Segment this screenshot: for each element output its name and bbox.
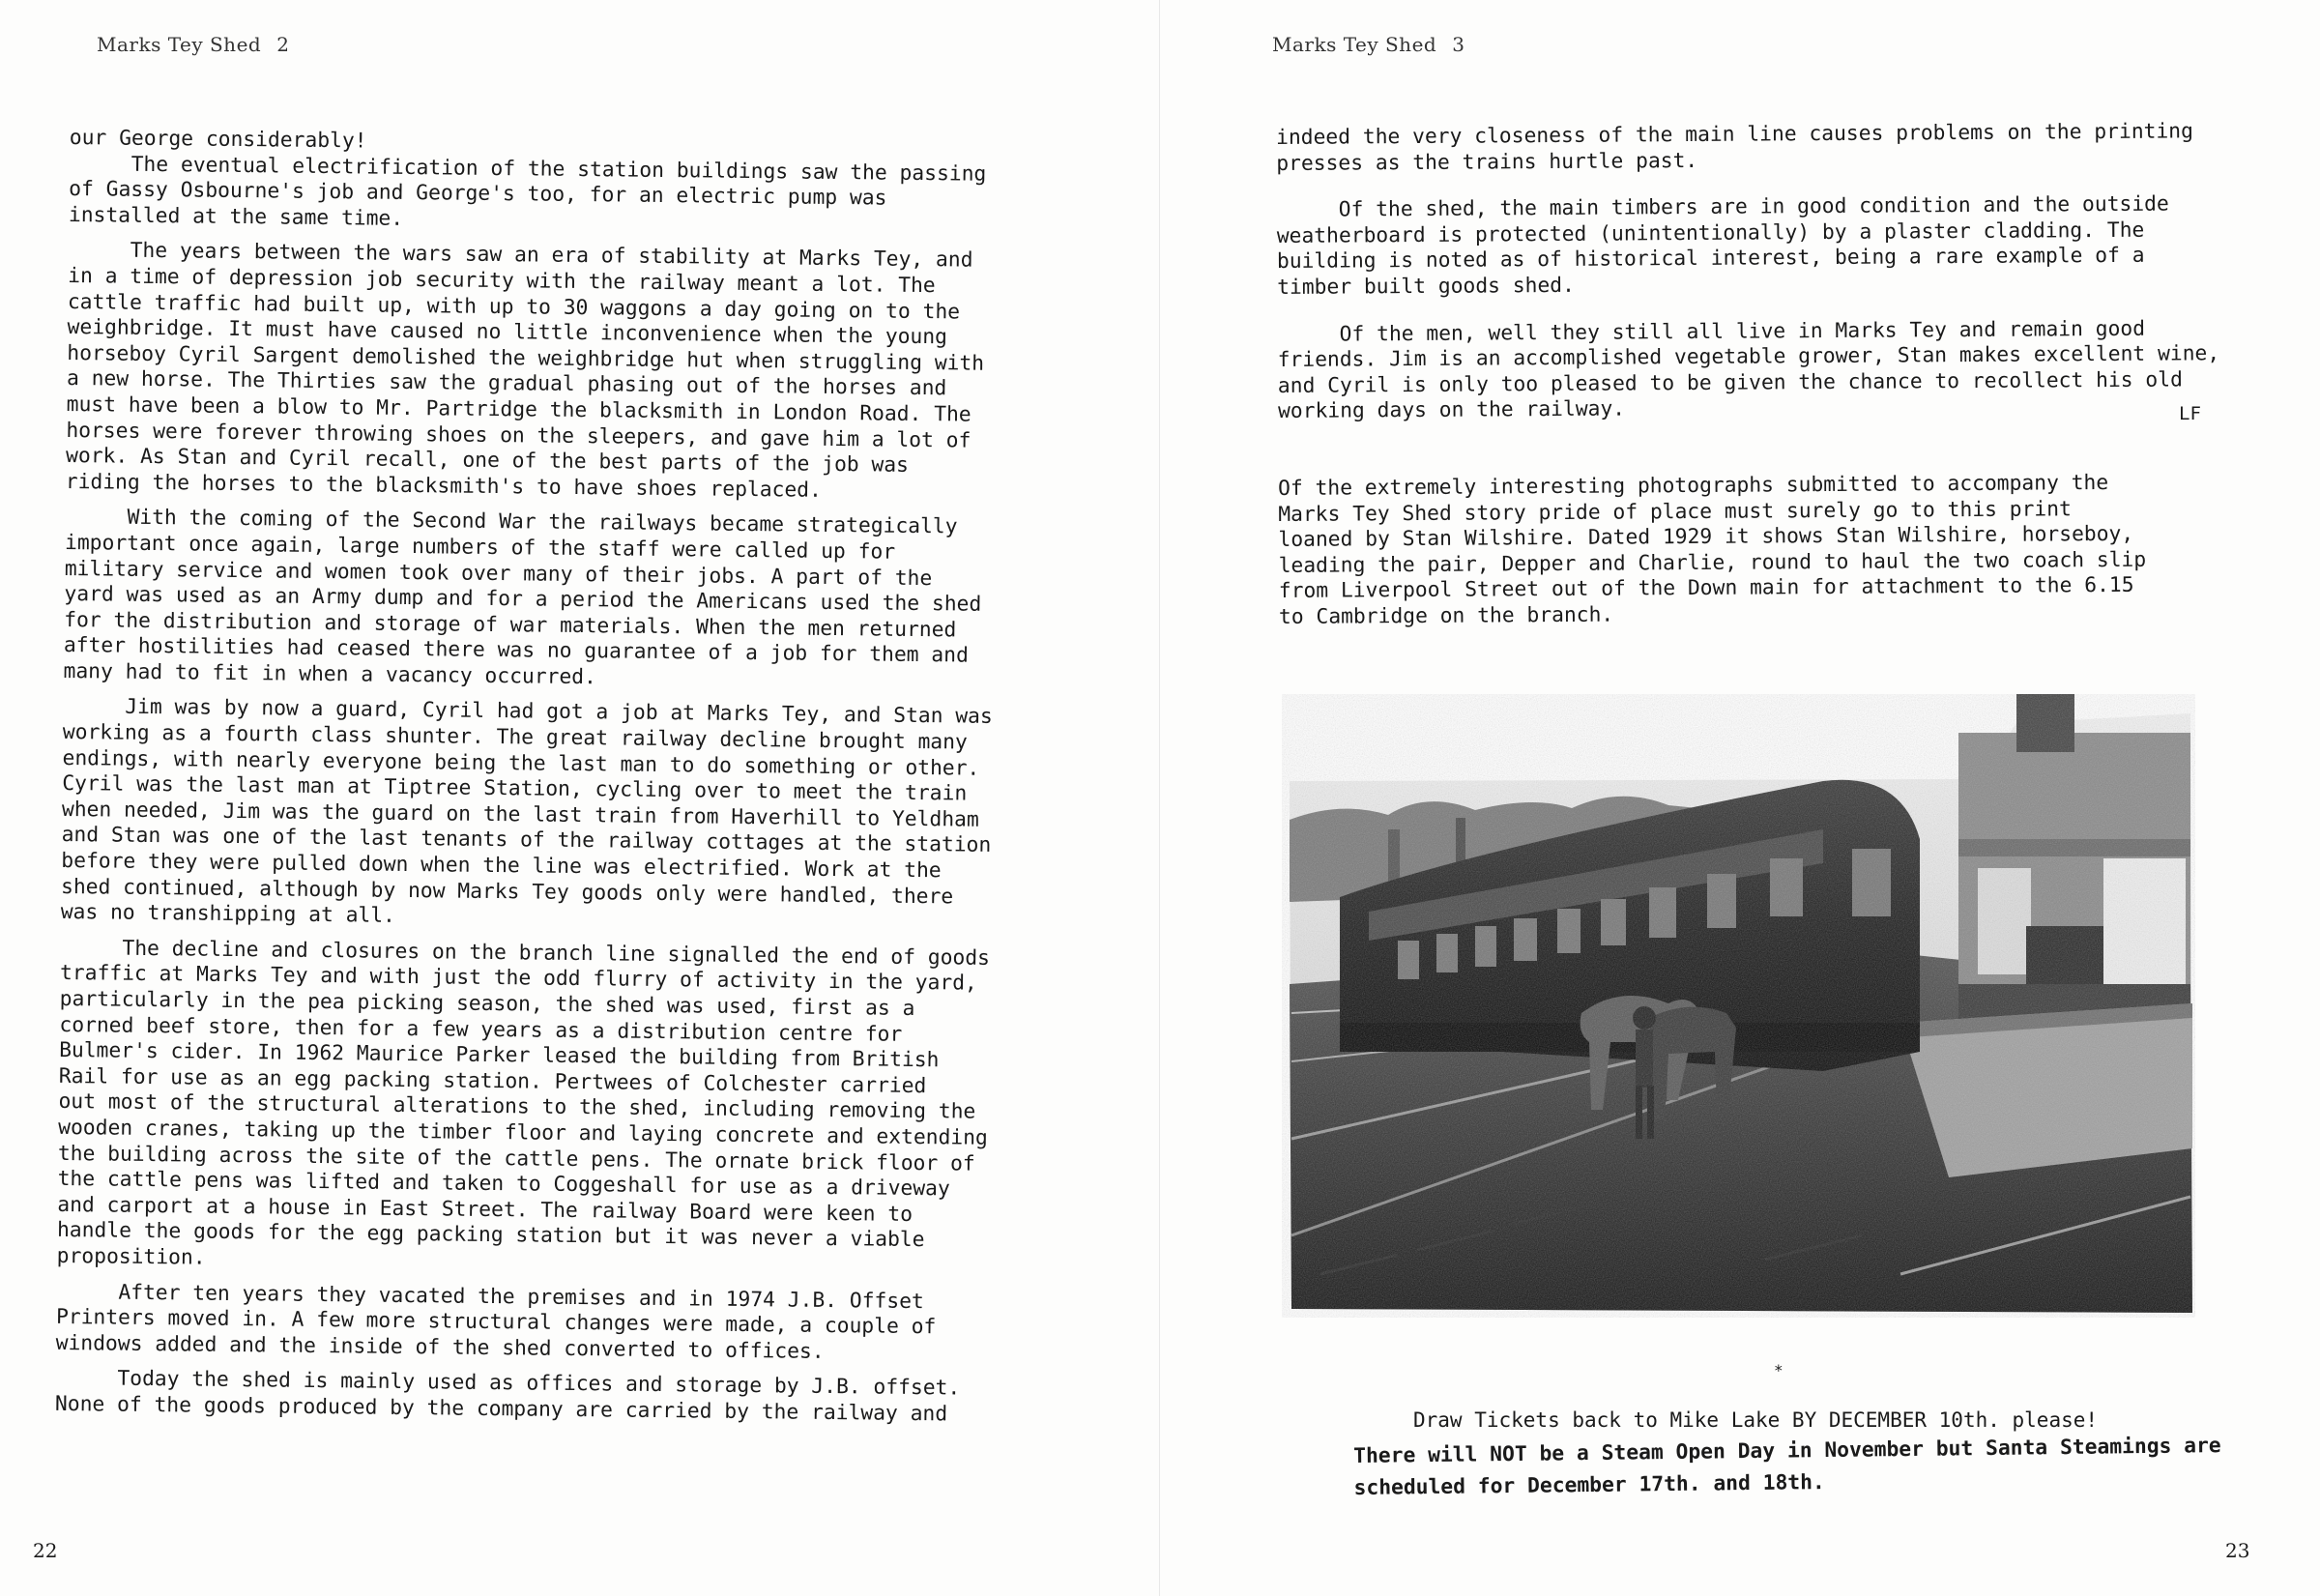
draw-tickets-notice: Draw Tickets back to Mike Lake BY DECEMBER 10th. please! — [1413, 1408, 2099, 1432]
steam-open-day-notice: There will NOT be a Steam Open Day in November but Santa Steamings are scheduled for December 17th. and 18th. — [1353, 1434, 2221, 1500]
paragraph: The decline and closures on the branch line signalled the end of goods traffic at Marks Tey and with just the odd flurry of activity in the yard, particularly in the pea picking season, the shed was used, first as a corned beef store, then for a few years as a distribution centre for Bulmer's cider. In 1962 Maurice Parker leased the building from British Rail for use as an egg packing station. Pertwees of Colchester carried out most of the structural alterations to the shed, including removing the wooden cranes, taking up the timber floor and laying concrete and extending the building across the site of the cattle pens. The ornate brick floor of the cattle pens was lifted and taken to Coggeshall for use as a driveway and carport at a house in East Street. The railway Board were keen to handle the goods for the egg packing station but it was never a viable proposition. — [56, 935, 991, 1270]
running-head-number: 2 — [276, 33, 290, 56]
running-head-number: 3 — [1452, 33, 1465, 56]
train-photograph — [1282, 694, 2195, 1318]
article-body — [1276, 119, 2245, 425]
paragraph: Of the men, well they still all live in Marks Tey and remain good friends. Jim is an accomplished vegetable grower, Stan makes excellent wine, and Cyril is only too pleased to be given the chance to recollect his old working days on the railway. — [1277, 316, 2220, 424]
paragraph: Today the shed is mainly used as offices and storage by J.B. offset. None of the goods produced by the company are carried by the railway and — [54, 1366, 961, 1427]
article-body — [55, 126, 1036, 1429]
separator-asterisk: * — [1774, 1361, 1784, 1379]
running-head — [97, 33, 289, 56]
page-number: 22 — [33, 1539, 58, 1562]
paragraph: Jim was by now a guard, Cyril had got a job at Marks Tey, and Stan was working as a fourth class shunter. The great railway decline brought many endings, with nearly everyone being the last man to do something or other. Cyril was the last man at Tiptree Station, cycling over to meet the train when needed, Jim was the guard on the last train from Haverhill to Yeldham and Stan was one of the last tenants of the railway cottages at the station before they were pulled down when the line was electrified. Work at the shed continued, although by now Marks Tey goods only were handled, there was no transhipping at all. — [60, 694, 993, 929]
running-head-title: Marks Tey Shed — [97, 33, 262, 56]
running-head — [1272, 33, 1464, 56]
paragraph: After ten years they vacated the premises and in 1974 J.B. Offset Printers moved in. A few more structural changes were made, a couple of windows added and the inside of the shed converted to offices. — [55, 1279, 937, 1364]
photo-caption — [1278, 470, 2246, 631]
right-page — [1160, 0, 2320, 1596]
paragraph: indeed the very closeness of the main line causes problems on the printing presses as the trains hurtle past. — [1276, 119, 2193, 176]
paragraph: The years between the wars saw an era of stability at Marks Tey, and in a time of depression job security with the railway meant a lot. The cattle traffic had built up, with up to 30 waggons a day going on to the weighbridge. It must have caused no little inconvenience when the young horseboy Cyril Sargent demolished the weighbridge hut when struggling with a new horse. The Thirties saw the gradual phasing out of the horses and must have been a blow to Mr. Partridge the blacksmith in London Road. The horses were forever throwing shoes on the sleepers, and gave him a lot of work. As Stan and Cyril recall, one of the best parts of the job was riding the horses to the blacksmith's to have shoes replaced. — [65, 238, 985, 503]
train-photograph-image — [1282, 694, 2195, 1318]
running-head-title: Marks Tey Shed — [1272, 33, 1437, 56]
paragraph: With the coming of the Second War the railways became strategically important once again, large numbers of the staff were called up for military service and women took over many of their jobs. A part of the yard was used as an Army dump and for a period the Americans used the shed for the distribution and storage of war materials. When the men returned after hostilities had ceased there was no guarantee of a job for them and many had to fit in when a vacancy occurred. — [63, 505, 982, 690]
paragraph: Of the shed, the main timbers are in good condition and the outside weatherboard is protected (unintentionally) by a plaster cladding. The building is noted as of historical interest, being a rare example of a timber built goods shed. — [1276, 191, 2169, 300]
author-initials: LF — [2179, 403, 2201, 424]
paragraph: our George considerably! The eventual electrification of the station buildings saw the passing of Gassy Osbourne's job and George's too, for an electric pump was installed at the same time. — [68, 126, 987, 231]
caption-paragraph: Of the extremely interesting photographs submitted to accompany the Marks Tey Shed story pride of place must surely go to this print loaned by Stan Wilshire. Dated 1929 it shows Stan Wilshire, horseboy, leading the pair, Depper and Charlie, round to haul the two coach slip from Liverpool Street out of the Down main for attachment to the 6.15 to Cambridge on the branch. — [1278, 471, 2147, 629]
page-number: 23 — [2225, 1539, 2250, 1562]
